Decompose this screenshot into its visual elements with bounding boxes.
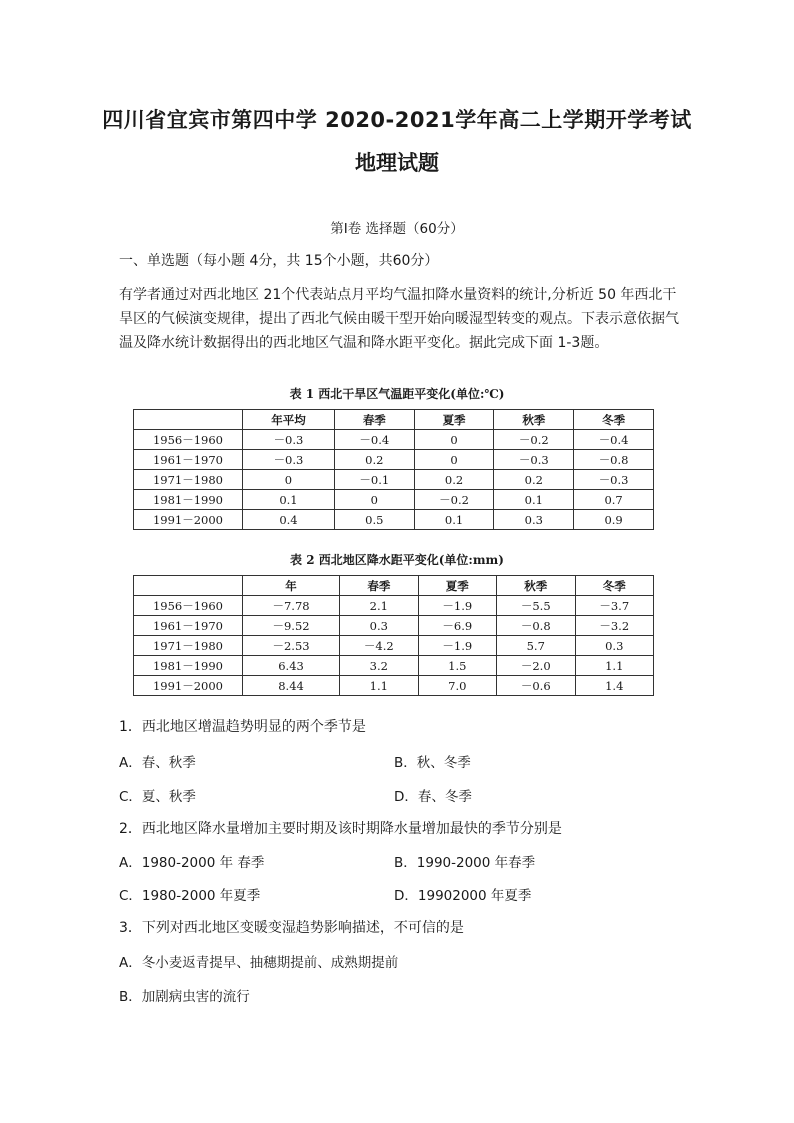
exam-subject-title: 地理试题 (355, 151, 439, 175)
table-cell: 3.2 (340, 656, 418, 676)
table-cell: －1.9 (418, 636, 496, 656)
table-cell: －4.2 (340, 636, 418, 656)
table-cell: －2.53 (243, 636, 340, 656)
table-cell: 1.4 (575, 676, 654, 696)
table-cell: 1.1 (575, 656, 654, 676)
table-cell: 0.3 (340, 616, 418, 636)
table-cell: －0.8 (574, 450, 654, 470)
question-2-option-a[interactable]: A．1980-2000 年 春季 (119, 855, 265, 871)
table-cell: 0.1 (494, 490, 574, 510)
table-cell: 0.3 (494, 510, 574, 530)
question-3-option-b[interactable]: B．加剧病虫害的流行 (119, 989, 250, 1005)
table-cell: 0 (414, 430, 494, 450)
table-header-cell: 年 (243, 576, 340, 596)
table-cell: 0.2 (494, 470, 574, 490)
table-cell: －7.78 (243, 596, 340, 616)
temperature-anomaly-table (133, 409, 654, 530)
table-header-cell: 冬季 (575, 576, 654, 596)
question-1-option-c[interactable]: C．夏、秋季 (119, 789, 196, 805)
table-header-cell: 秋季 (497, 576, 575, 596)
period-cell: 1981－1990 (134, 656, 243, 676)
table-cell: 0.1 (243, 490, 335, 510)
table-cell: 0 (243, 470, 335, 490)
table-cell: －5.5 (497, 596, 575, 616)
table-row (134, 510, 654, 530)
period-cell: 1956－1960 (134, 430, 243, 450)
table-cell: 1.5 (418, 656, 496, 676)
table-cell: 0 (334, 490, 414, 510)
table-row (134, 430, 654, 450)
table-cell: 2.1 (340, 596, 418, 616)
table-cell: －0.3 (243, 430, 335, 450)
period-cell: 1981－1990 (134, 490, 243, 510)
section-heading: 第Ⅰ卷 选择题（60分） (330, 221, 464, 237)
precipitation-anomaly-table (133, 575, 654, 696)
exam-title: 四川省宜宾市第四中学 2020-2021学年高二上学期开学考试 (102, 108, 692, 132)
intro-paragraph: 有学者通过对西北地区 21个代表站点月平均气温扣降水量资料的统计,分析近 50 年西北干旱区的气候演变规律，提出了西北气候由暖干型开始向暖湿型转变的观点。下表示意依据气温及降水统计数据得出的西北地区气温和降水距平变化。据此完成下面 1-3题。 (119, 287, 679, 351)
table-header-cell: 秋季 (494, 410, 574, 430)
period-cell: 1991－2000 (134, 510, 243, 530)
question-2-option-d[interactable]: D．19902000 年夏季 (394, 888, 532, 904)
question-3-stem: 3．下列对西北地区变暖变湿趋势影响描述，不可信的是 (119, 920, 464, 936)
table-cell: －3.7 (575, 596, 654, 616)
table-cell: －3.2 (575, 616, 654, 636)
table-cell: －6.9 (418, 616, 496, 636)
table-row (134, 616, 654, 636)
question-1-option-d[interactable]: D．春、冬季 (394, 789, 472, 805)
table-header-cell (134, 576, 243, 596)
table-cell: －2.0 (497, 656, 575, 676)
table-row (134, 636, 654, 656)
period-cell: 1961－1970 (134, 450, 243, 470)
question-2-option-b[interactable]: B．1990-2000 年春季 (394, 855, 536, 871)
table-row (134, 450, 654, 470)
table-cell: 7.0 (418, 676, 496, 696)
table-row (134, 490, 654, 510)
table-header-row (134, 576, 654, 596)
table-cell: －0.4 (574, 430, 654, 450)
question-3-option-a[interactable]: A．冬小麦返青提早、抽穗期提前、成熟期提前 (119, 955, 399, 971)
period-cell: 1956－1960 (134, 596, 243, 616)
table-cell: 0.5 (334, 510, 414, 530)
table-cell: 0 (414, 450, 494, 470)
table-cell: 0.1 (414, 510, 494, 530)
question-1-option-b[interactable]: B．秋、冬季 (394, 755, 471, 771)
table-cell: －9.52 (243, 616, 340, 636)
table-cell: －0.3 (494, 450, 574, 470)
table-cell: 0.2 (334, 450, 414, 470)
table-cell: －0.6 (497, 676, 575, 696)
table-cell: 1.1 (340, 676, 418, 696)
question-1-option-a[interactable]: A．春、秋季 (119, 755, 196, 771)
table-cell: 0.7 (574, 490, 654, 510)
table-cell: －0.2 (414, 490, 494, 510)
period-cell: 1971－1980 (134, 470, 243, 490)
question-2-stem: 2．西北地区降水量增加主要时期及该时期降水量增加最快的季节分别是 (119, 821, 562, 837)
table-row (134, 656, 654, 676)
table-cell: 0.4 (243, 510, 335, 530)
table-row (134, 596, 654, 616)
table2-caption: 表 2 西北地区降水距平变化(单位:mm) (290, 553, 504, 567)
table-header-cell: 春季 (334, 410, 414, 430)
period-cell: 1971－1980 (134, 636, 243, 656)
table-header-row (134, 410, 654, 430)
table-cell: －0.1 (334, 470, 414, 490)
table-cell: 0.3 (575, 636, 654, 656)
table-cell: －0.3 (574, 470, 654, 490)
table-cell: 0.9 (574, 510, 654, 530)
part-heading: 一、单选题（每小题 4分，共 15个小题，共60分） (119, 253, 439, 269)
table-cell: －1.9 (418, 596, 496, 616)
table-header-cell: 冬季 (574, 410, 654, 430)
period-cell: 1961－1970 (134, 616, 243, 636)
table-cell: 6.43 (243, 656, 340, 676)
table-row (134, 470, 654, 490)
table-cell: －0.4 (334, 430, 414, 450)
table-cell: －0.8 (497, 616, 575, 636)
table-cell: －0.3 (243, 450, 335, 470)
period-cell: 1991－2000 (134, 676, 243, 696)
question-1-stem: 1．西北地区增温趋势明显的两个季节是 (119, 719, 366, 735)
table-cell: 0.2 (414, 470, 494, 490)
table-header-cell: 春季 (340, 576, 418, 596)
table-cell: 8.44 (243, 676, 340, 696)
table-header-cell: 夏季 (418, 576, 496, 596)
table-header-cell: 夏季 (414, 410, 494, 430)
table-row (134, 676, 654, 696)
table-header-cell (134, 410, 243, 430)
table-header-cell: 年平均 (243, 410, 335, 430)
question-2-option-c[interactable]: C．1980-2000 年夏季 (119, 888, 261, 904)
table-cell: 5.7 (497, 636, 575, 656)
table-cell: －0.2 (494, 430, 574, 450)
table1-caption: 表 1 西北干旱区气温距平变化(单位:℃) (289, 387, 505, 401)
